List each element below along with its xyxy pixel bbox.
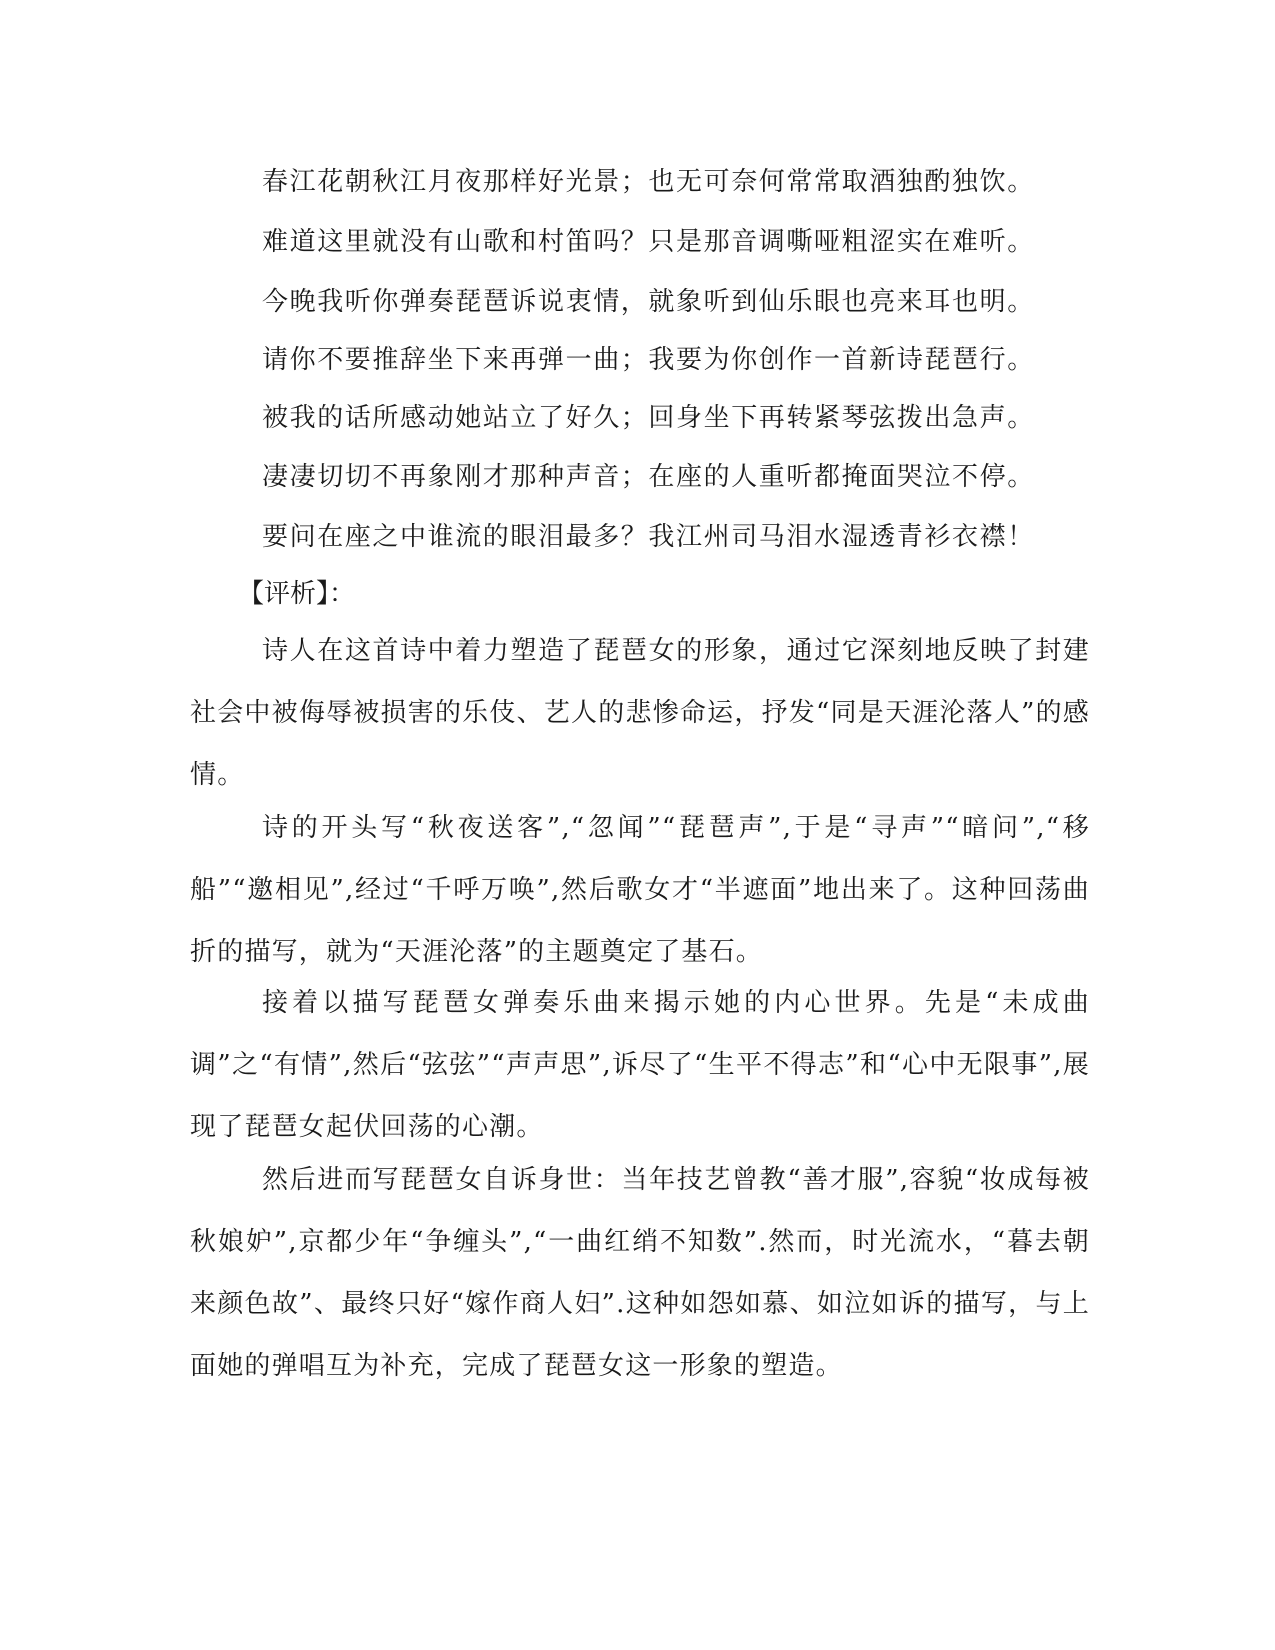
verse-line: 要问在座之中谁流的眼泪最多？我江州司马泪水湿透青衫衣襟！ xyxy=(262,522,1035,552)
verse-line: 春江花朝秋江月夜那样好光景；也无可奈何常常取酒独酌独饮。 xyxy=(262,167,1035,197)
verse-line: 请你不要推辞坐下来再弹一曲；我要为你创作一首新诗琵琶行。 xyxy=(262,345,1035,375)
verse-line: 凄凄切切不再象刚才那种声音；在座的人重听都掩面哭泣不停。 xyxy=(262,462,1035,492)
verse-line: 被我的话所感动她站立了好久；回身坐下再转紧琴弦拨出急声。 xyxy=(262,403,1035,433)
analysis-paragraph: 诗的开头写“秋夜送客”,“忽闻”“琵琶声”,于是“寻声”“暗问”,“移船”“邀相见”,经过“千呼万唤”,然后歌女才“半遮面”地出来了。这种回荡曲折的描写，就为“天涯沦落”的主题奠定了基石。 xyxy=(190,813,1090,967)
verse-line: 难道这里就没有山歌和村笛吗？只是那音调嘶哑粗涩实在难听。 xyxy=(262,227,1035,257)
analysis-heading: 【评析】： xyxy=(238,579,356,609)
analysis-paragraph: 诗人在这首诗中着力塑造了琵琶女的形象，通过它深刻地反映了封建社会中被侮辱被损害的乐伎、艺人的悲惨命运，抒发“同是天涯沦落人”的感情。 xyxy=(190,636,1090,790)
verse-line: 今晚我听你弹奏琵琶诉说衷情，就象听到仙乐眼也亮来耳也明。 xyxy=(262,287,1035,317)
analysis-paragraph: 然后进而写琵琶女自诉身世：当年技艺曾教“善才服”,容貌“妆成每被秋娘妒”,京都少年“争缠头”,“一曲红绡不知数”.然而，时光流水，“暮去朝来颜色故”、最终只好“嫁作商人妇”.这种如怨如慕、如泣如诉的描写，与上面她的弹唱互为补充，完成了琵琶女这一形象的塑造。 xyxy=(190,1165,1090,1381)
analysis-paragraph: 接着以描写琵琶女弹奏乐曲来揭示她的内心世界。先是“未成曲调”之“有情”,然后“弦弦”“声声思”,诉尽了“生平不得志”和“心中无限事”,展现了琵琶女起伏回荡的心潮。 xyxy=(190,988,1090,1142)
